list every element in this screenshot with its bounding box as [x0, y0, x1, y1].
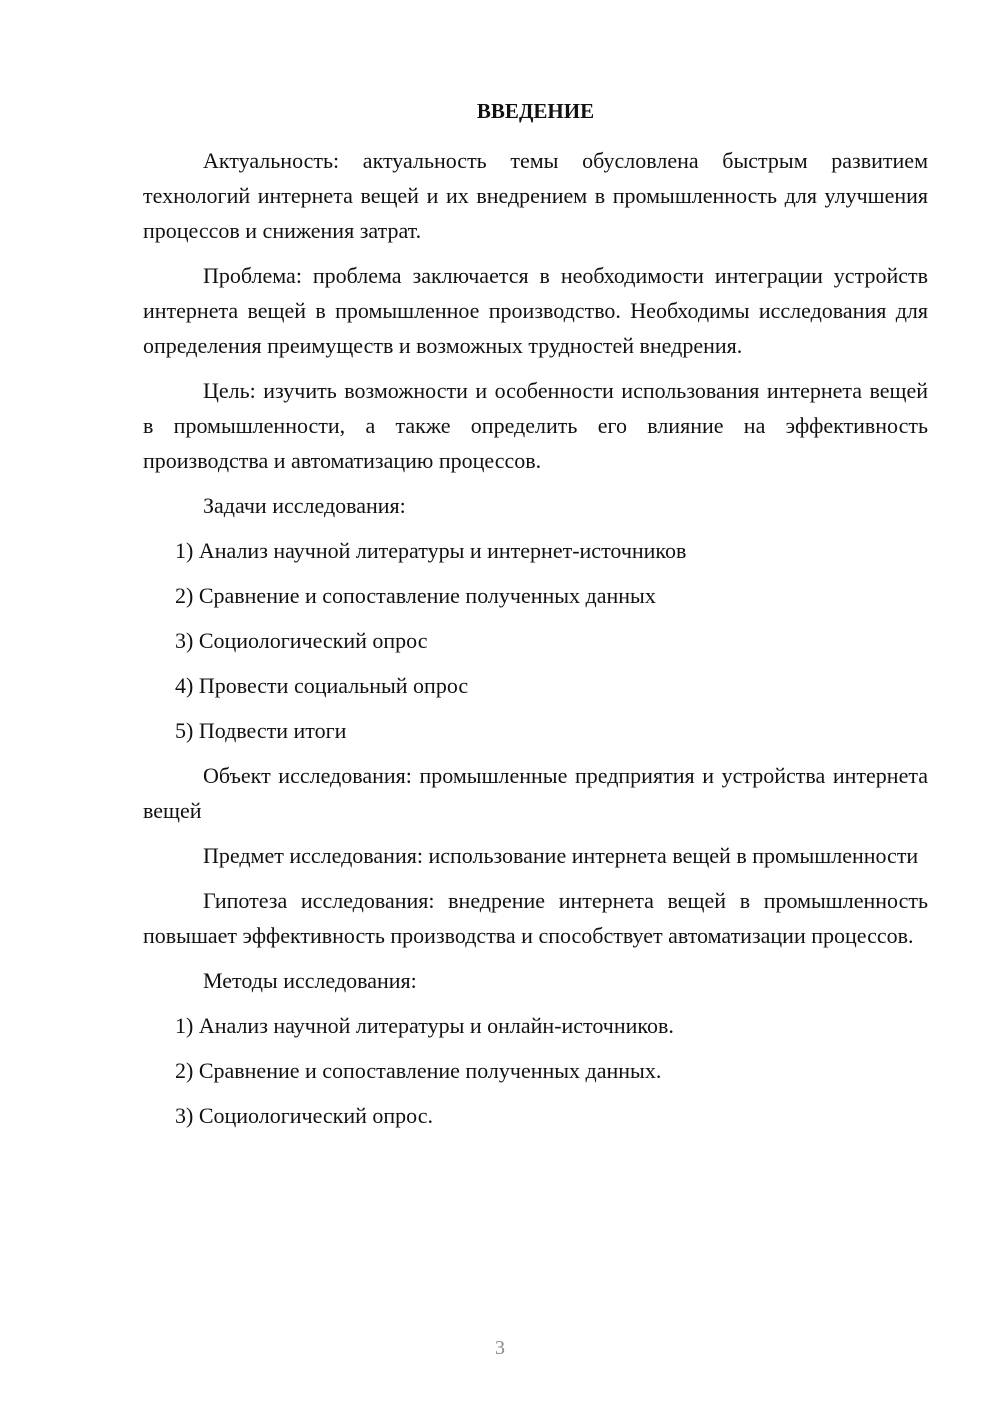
paragraph-subject: Предмет исследования: использование интернета вещей в промышленности [203, 843, 919, 868]
tasks-title: Задачи исследования: [203, 493, 406, 518]
page-title: ВВЕДЕНИЕ [476, 99, 595, 123]
list-item: 3) Социологический опрос. [175, 1103, 433, 1128]
list-item: 2) Сравнение и сопоставление полученных данных. [175, 1058, 662, 1083]
paragraph-hypothesis: Гипотеза исследования: внедрение интернета вещей в промышленность повышает эффективность производства и способствует автоматизации процессов. [143, 888, 928, 948]
page-number: 3 [495, 1337, 505, 1359]
page-content [143, 94, 928, 1143]
list-item: 2) Сравнение и сопоставление полученных данных [175, 583, 656, 608]
list-item: 1) Анализ научной литературы и онлайн-источников. [175, 1013, 674, 1038]
list-item: 5) Подвести итоги [175, 718, 347, 743]
paragraph-relevance: Актуальность: актуальность темы обусловлена быстрым развитием технологий интернета вещей и их внедрением в промышленность для улучшения процессов и снижения затрат. [143, 148, 928, 243]
paragraph-problem: Проблема: проблема заключается в необходимости интеграции устройств интернета вещей в промышленное производство. Необходимы исследования для определения преимуществ и возможных трудностей внедрения. [143, 263, 928, 358]
tasks-list [143, 533, 928, 748]
paragraph-goal: Цель: изучить возможности и особенности использования интернета вещей в промышленности, а также определить его влияние на эффективность производства и автоматизацию процессов. [143, 378, 928, 473]
list-item: 4) Провести социальный опрос [175, 673, 469, 698]
list-item: 1) Анализ научной литературы и интернет-источников [175, 538, 687, 563]
methods-title: Методы исследования: [203, 968, 417, 993]
paragraph-object: Объект исследования: промышленные предприятия и устройства интернета вещей [143, 763, 928, 823]
list-item: 3) Социологический опрос [175, 628, 428, 653]
methods-list [143, 1008, 928, 1133]
